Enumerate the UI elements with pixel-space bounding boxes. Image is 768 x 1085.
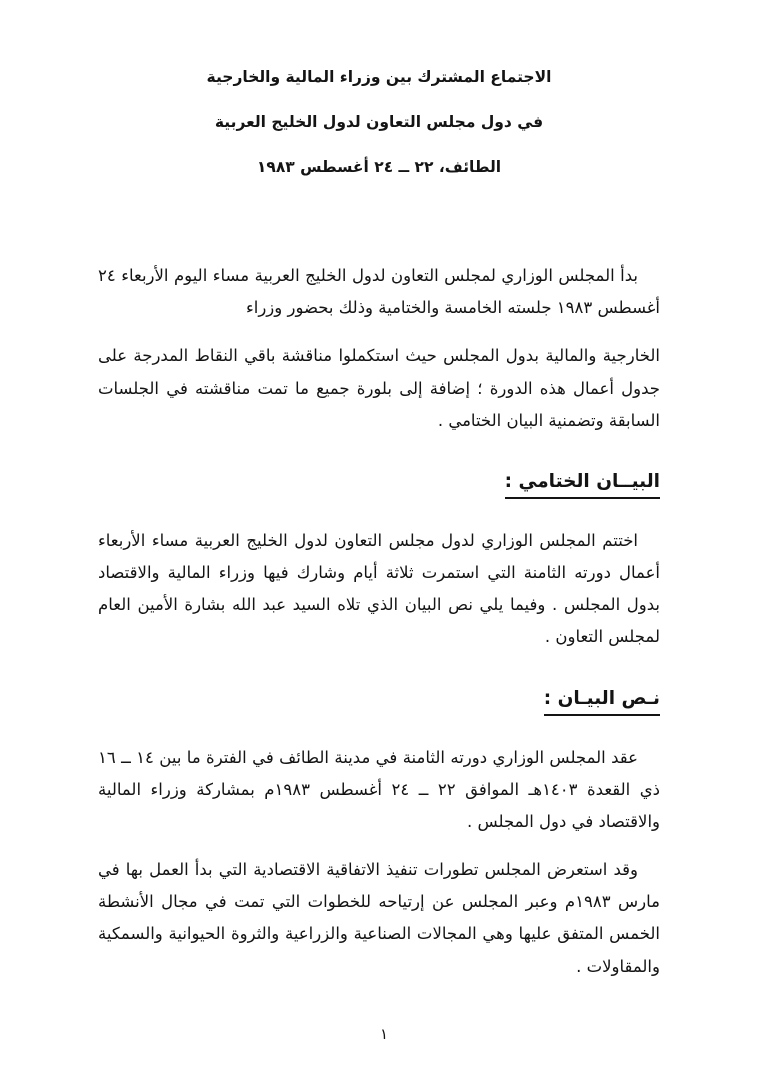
closing-statement-heading <box>98 471 660 499</box>
intro-paragraph-2: الخارجية والمالية بدول المجلس حيث استكملوا مناقشة باقي النقاط المدرجة على جدول أعمال هذه الدورة ؛ إضافة إلى بلورة جميع ما تمت مناقشته في الجلسات السابقة وتضمنية البيان الختامي . <box>98 346 660 430</box>
header-title-line-1: الاجتماع المشترك بين وزراء المالية والخارجية <box>206 68 552 86</box>
closing-statement-paragraph: اختتم المجلس الوزاري لدول مجلس التعاون لدول الخليج العربية مساء الأربعاء أعمال دورته الثامنة التي استمرت ثلاثة أيام وشارك فيها وزراء المالية والاقتصاد بدول المجلس . وفيما يلي نص البيان الذي تلاه السيد عبد الله بشارة الأمين العام لمجلس التعاون . <box>98 530 660 647</box>
statement-text-heading <box>98 688 660 716</box>
header-title-line-2: في دول مجلس التعاون لدول الخليج العربية <box>214 113 544 131</box>
intro-paragraph-1: بدأ المجلس الوزاري لمجلس التعاون لدول الخليج العربية مساء اليوم الأربعاء ٢٤ أغسطس ١٩٨٣ جلسته الخامسة والختامية وذلك بحضور وزراء <box>98 266 660 318</box>
statement-text-heading-text: نـص البيـان : <box>544 688 660 716</box>
statement-paragraph-1: عقد المجلس الوزاري دورته الثامنة في مدينة الطائف في الفترة ما بين ١٤ ــ ١٦ ذي القعدة ١٤٠٣هـ الموافق ٢٢ ــ ٢٤ أغسطس ١٩٨٣م بمشاركة وزراء المالية والاقتصاد في دول المجلس . <box>98 747 660 831</box>
document-body <box>98 260 660 983</box>
closing-statement-heading-text: البيــان الختامي : <box>505 471 660 499</box>
statement-paragraph-2: وقد استعرض المجلس تطورات تنفيذ الاتفاقية الاقتصادية التي بدأ العمل بها في مارس ١٩٨٣م وعبر المجلس عن إرتياحه للخطوات التي تمت في مجال الأنشطة الخمس المتفق عليها وهي المجالات الصناعية والزراعية والثروة الحيوانية والسمكية والمقاولات . <box>98 860 660 976</box>
header-date-line: الطائف، ٢٢ ــ ٢٤ أغسطس ١٩٨٣ <box>256 158 502 176</box>
page-number: ١ <box>379 1025 389 1043</box>
document-header <box>98 68 660 176</box>
